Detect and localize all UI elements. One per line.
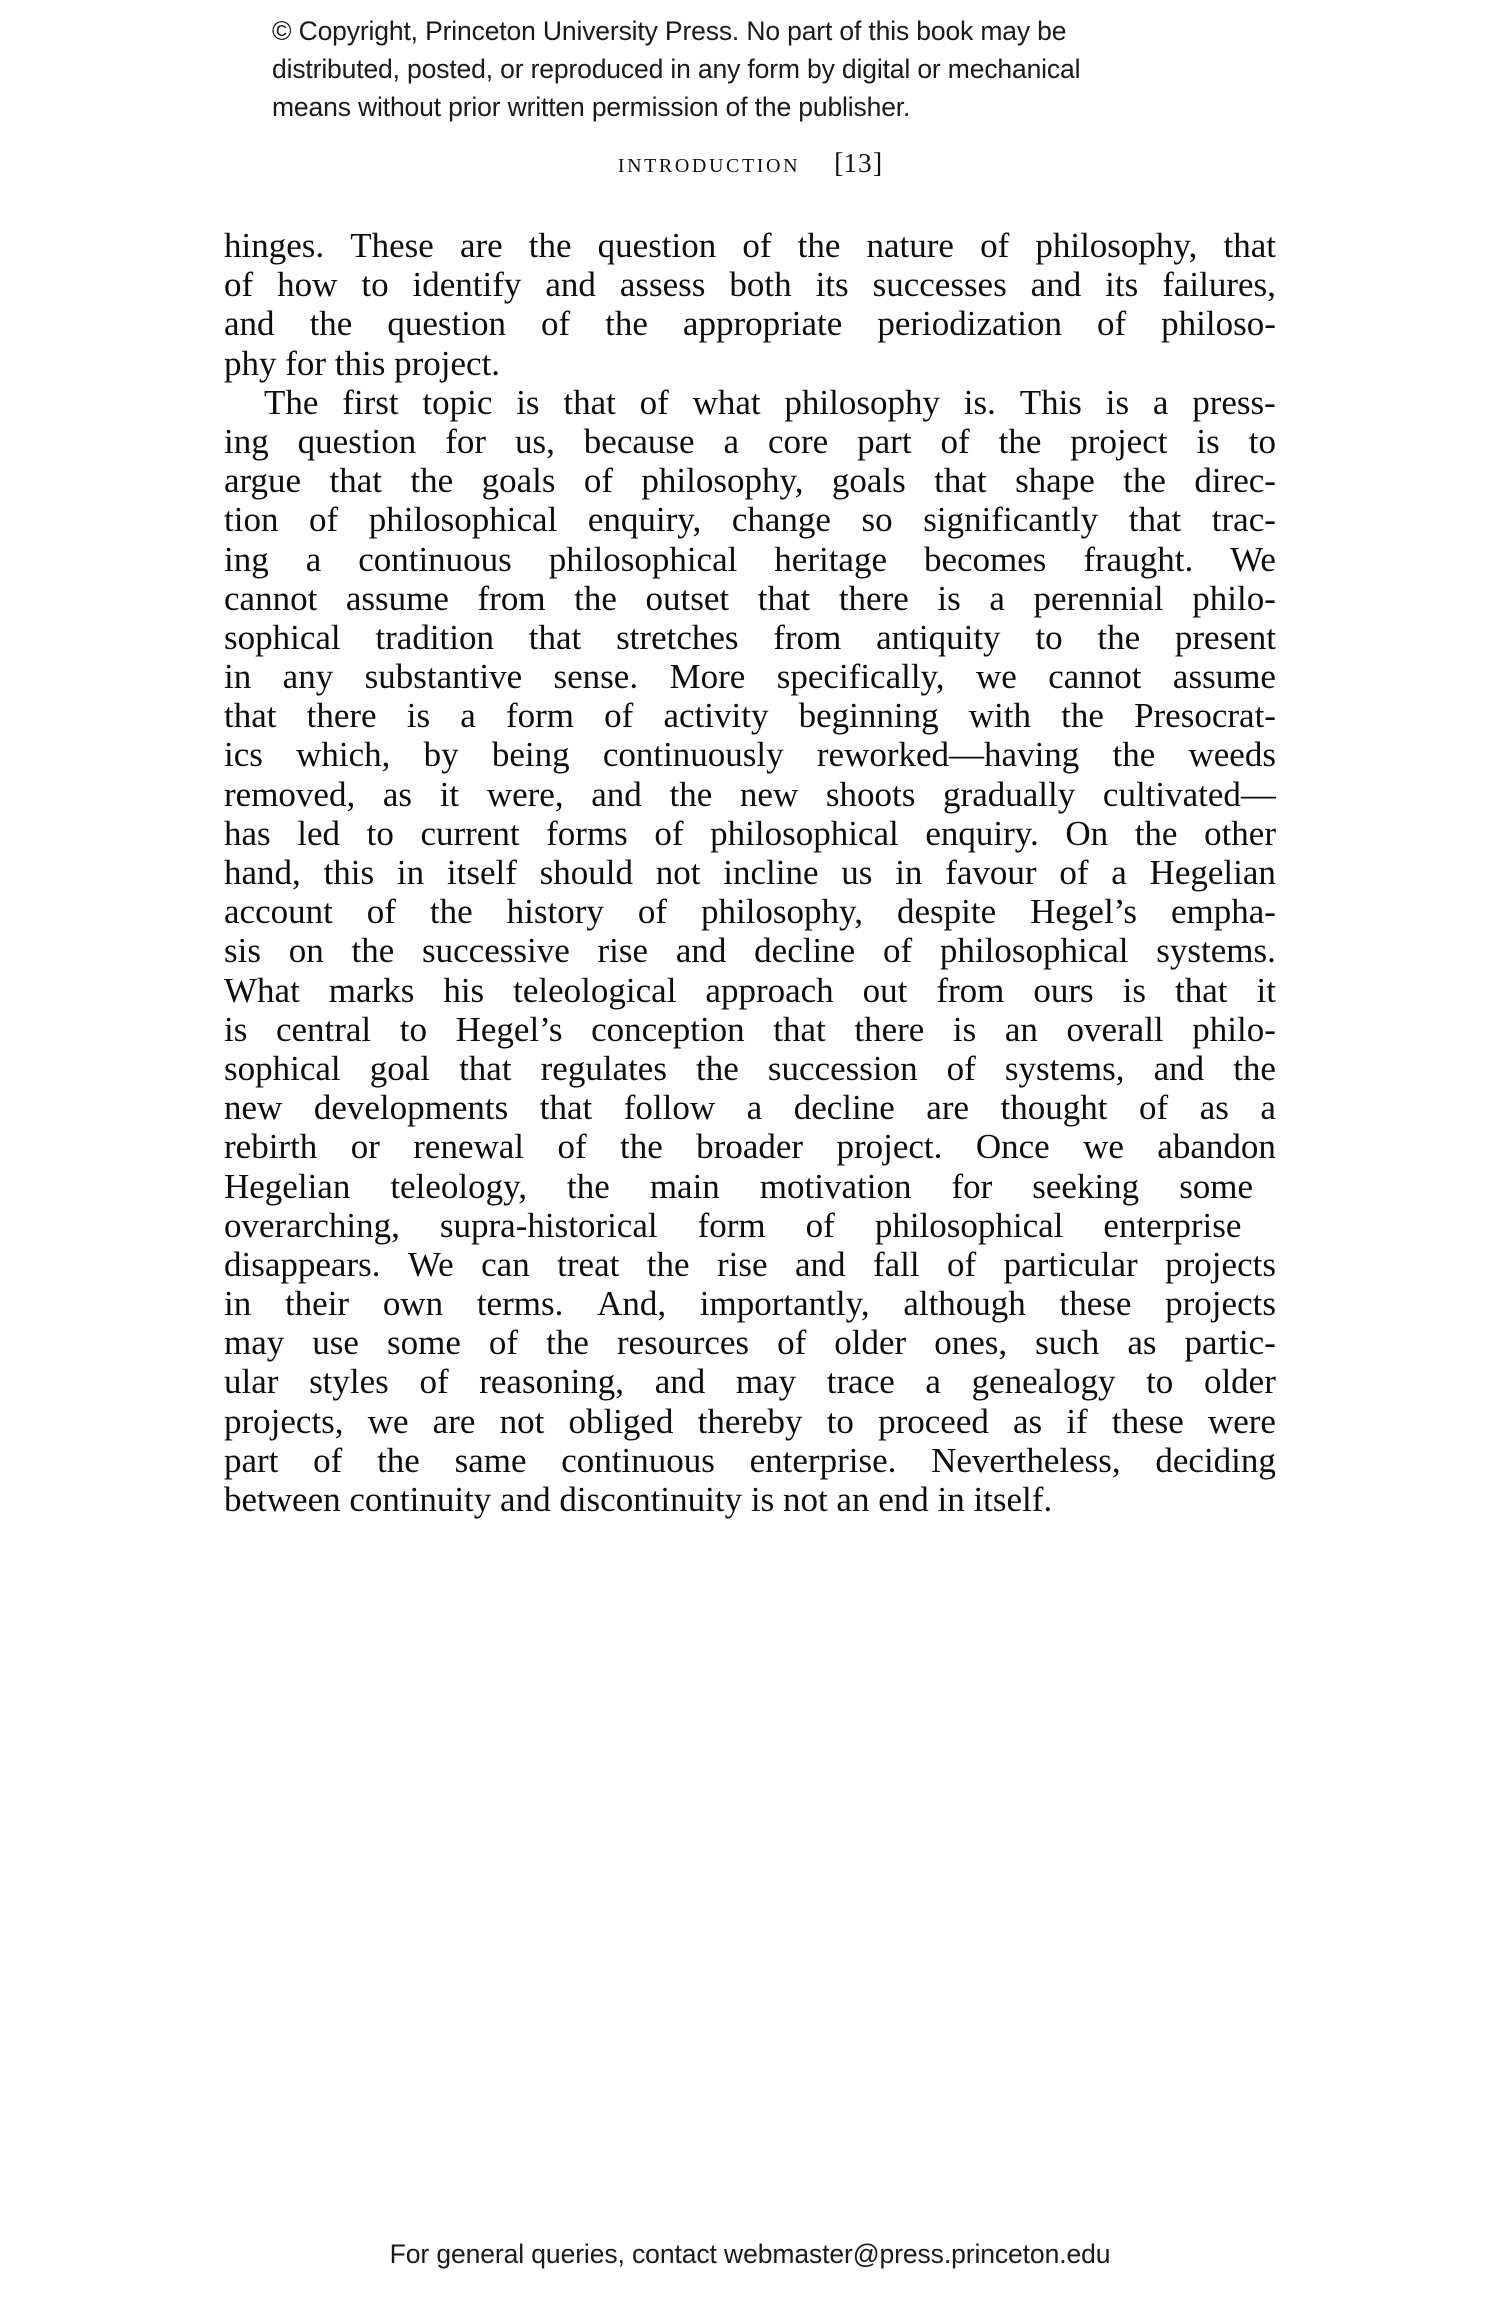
text-line: account of the history of philosophy, despite Hegel’s empha-	[224, 892, 1276, 932]
text-line: cannot assume from the outset that there is a perennial philo-	[224, 578, 1276, 618]
text-line: tion of philosophical enquiry, change so significantly that trac-	[224, 500, 1276, 540]
text-line: sophical tradition that stretches from antiquity to the present	[224, 617, 1276, 657]
text-line: new developments that follow a decline are thought of as a	[224, 1088, 1276, 1128]
text-line: between continuity and discontinuity is not an end in itself.	[224, 1480, 1053, 1519]
text-line: argue that the goals of philosophy, goals that shape the direc-	[224, 461, 1276, 501]
paragraph-1	[224, 226, 1276, 383]
text-line: of how to identify and assess both its successes and its failures,	[224, 265, 1276, 305]
copyright-notice	[272, 12, 1232, 126]
folio-bracket-open: [	[834, 148, 844, 179]
folio-bracket-close: ]	[872, 148, 883, 179]
text-line: phy for this project.	[224, 343, 501, 383]
text-line: ics which, by being continuously reworked—having the weeds	[224, 735, 1276, 775]
text-line: projects, we are not obliged thereby to proceed as if these were	[224, 1401, 1276, 1441]
text-line: in any substantive sense. More specifically, we cannot assume	[224, 657, 1276, 697]
text-line: ing a continuous philosophical heritage becomes fraught. We	[224, 539, 1276, 579]
copyright-line: © Copyright, Princeton University Press. No part of this book may be	[272, 16, 1067, 46]
text-line: hinges. These are the question of the nature of philosophy, that	[224, 226, 1276, 265]
text-line: in their own terms. And, importantly, although these projects	[224, 1284, 1276, 1324]
footer-queries-notice: For general queries, contact webmaster@press.princeton.edu	[389, 2239, 1111, 2269]
body-text	[224, 226, 1276, 1519]
running-head	[0, 148, 1500, 180]
text-line: hand, this in itself should not incline us in favour of a Hegelian	[224, 853, 1276, 892]
running-head-title: introduction	[617, 148, 801, 179]
text-line: overarching, supra-historical form of philosophical enterprise	[224, 1205, 1242, 1245]
text-line: has led to current forms of philosophical enquiry. On the other	[224, 813, 1276, 853]
copyright-line: means without prior written permission of the publisher.	[272, 92, 911, 122]
text-line: removed, as it were, and the new shoots gradually cultivated—	[224, 774, 1276, 814]
text-line: The first topic is that of what philosophy is. This is a press-	[264, 382, 1276, 422]
text-line: ing question for us, because a core part of the project is to	[224, 421, 1276, 461]
text-line: and the question of the appropriate periodization of philoso-	[224, 304, 1276, 344]
text-line: ular styles of reasoning, and may trace a genealogy to older	[224, 1362, 1276, 1402]
text-line: is central to Hegel’s conception that there is an overall philo-	[224, 1009, 1276, 1049]
text-line: may use some of the resources of older ones, such as partic-	[224, 1323, 1276, 1363]
text-line: sis on the successive rise and decline of philosophical systems.	[224, 931, 1276, 971]
text-line: rebirth or renewal of the broader project. Once we abandon	[224, 1127, 1276, 1167]
text-line: Hegelian teleology, the main motivation for seeking some	[224, 1166, 1254, 1206]
text-line: part of the same continuous enterprise. Nevertheless, deciding	[224, 1440, 1276, 1480]
text-line: sophical goal that regulates the succession of systems, and the	[224, 1048, 1276, 1088]
paragraph-2	[224, 383, 1276, 1519]
text-line: What marks his teleological approach out from ours is that it	[224, 970, 1276, 1010]
page-folio-number: 13	[843, 148, 873, 178]
text-line: disappears. We can treat the rise and fall of particular projects	[224, 1244, 1276, 1284]
text-line: that there is a form of activity beginning with the Presocrat-	[224, 696, 1276, 736]
copyright-line: distributed, posted, or reproduced in any form by digital or mechanical	[272, 54, 1081, 84]
